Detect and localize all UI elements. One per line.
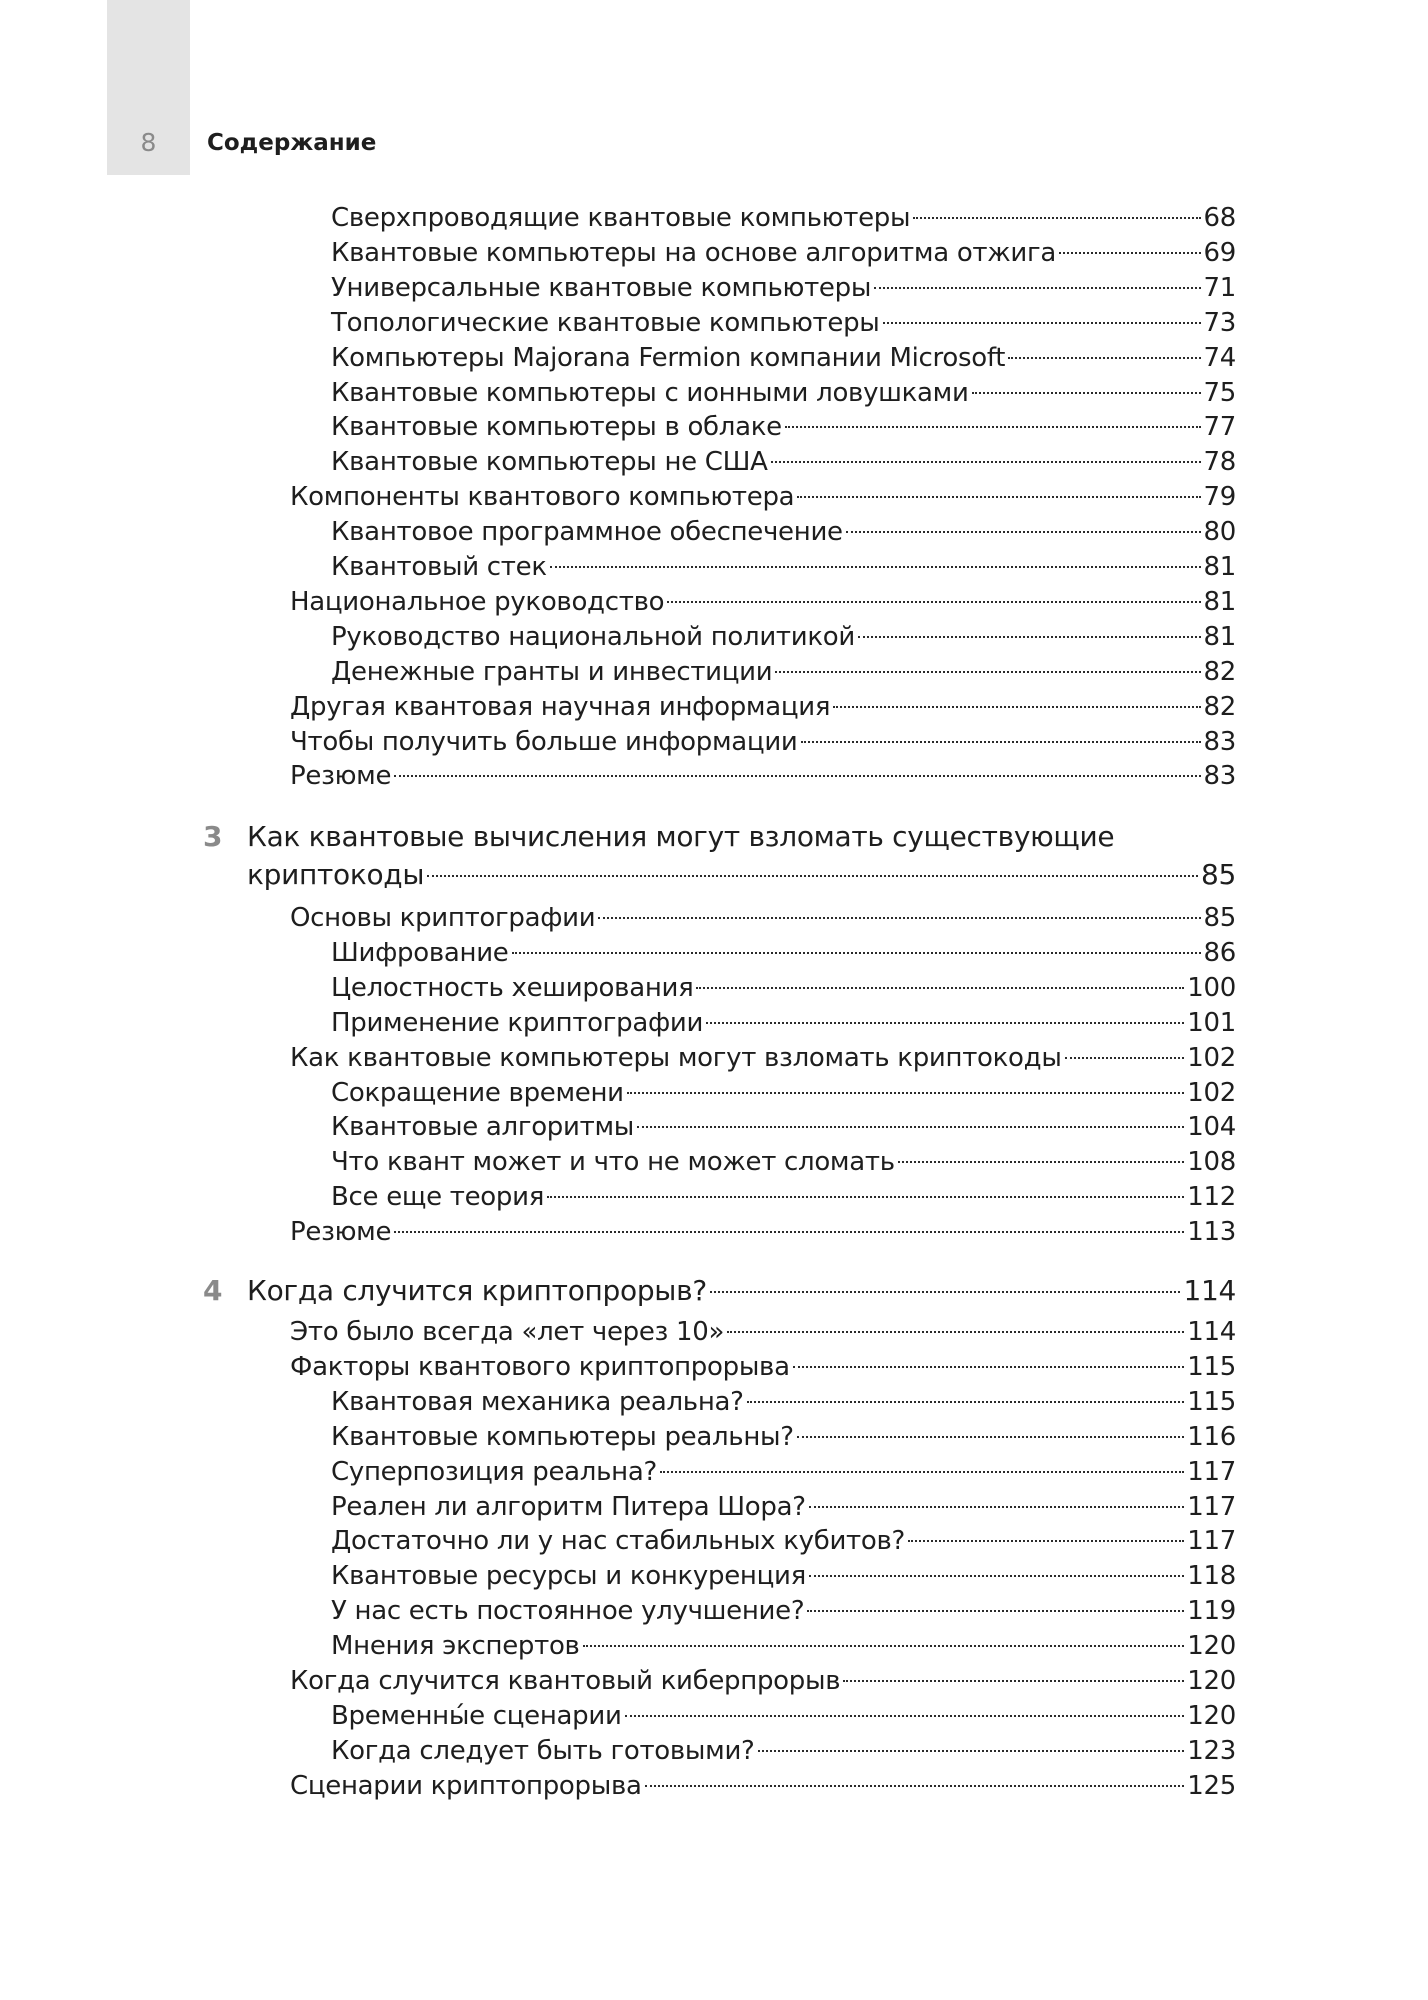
- toc-entry-title: Когда следует быть готовыми?: [331, 1735, 755, 1766]
- toc-entry-title: Суперпозиция реальна?: [331, 1456, 657, 1487]
- toc-entry[interactable]: [331, 1110, 1236, 1144]
- toc-entry[interactable]: [331, 306, 1236, 340]
- toc-entry[interactable]: [290, 690, 1236, 724]
- toc-entry[interactable]: [331, 515, 1236, 549]
- toc-entry-title: Все еще теория: [331, 1182, 545, 1213]
- toc-entry[interactable]: [331, 1594, 1236, 1628]
- dot-leader: [627, 1092, 1184, 1094]
- dot-leader: [913, 217, 1200, 219]
- toc-entry[interactable]: [331, 936, 1236, 970]
- dot-leader: [747, 1401, 1185, 1403]
- toc-entry-title: Сверхпроводящие квантовые компьютеры: [331, 203, 911, 233]
- dot-leader: [771, 461, 1201, 463]
- dot-leader: [660, 1471, 1184, 1473]
- dot-leader: [696, 987, 1184, 989]
- toc-entry-title: Когда случится квантовый киберпрорыв: [290, 1666, 841, 1696]
- toc-entry-page: 69: [1203, 237, 1236, 268]
- dot-leader: [874, 287, 1200, 289]
- toc-entry[interactable]: [331, 1180, 1236, 1214]
- toc-entry-title: Топологические квантовые компьютеры: [331, 307, 880, 338]
- toc-entry-title: Компьютеры Majorana Fermion компании Microsoft: [331, 342, 1006, 373]
- dot-leader: [547, 1196, 1184, 1198]
- dot-leader: [1008, 357, 1200, 359]
- toc-entry[interactable]: [331, 620, 1236, 654]
- toc-entry-page: 104: [1187, 1112, 1236, 1143]
- toc-entry-page: 78: [1203, 447, 1236, 478]
- toc-entry-page: 102: [1187, 1077, 1236, 1108]
- toc-entry[interactable]: [331, 410, 1236, 444]
- toc-entry-page: 82: [1203, 656, 1236, 687]
- toc-entry-title: Квантовая механика реальна?: [331, 1386, 744, 1417]
- toc-entry-page: 125: [1187, 1770, 1236, 1801]
- toc-entry-title: Факторы квантового криптопрорыва: [290, 1351, 790, 1382]
- toc-entry-title: Квантовые компьютеры реальны?: [331, 1421, 794, 1452]
- running-title: Содержание: [207, 130, 377, 156]
- toc-entry-page: 82: [1203, 691, 1236, 722]
- dot-leader: [667, 601, 1200, 603]
- toc-entry[interactable]: [290, 1215, 1236, 1249]
- dot-leader: [797, 1436, 1185, 1438]
- toc-entry[interactable]: [331, 1076, 1236, 1110]
- toc-entry-page: 112: [1187, 1182, 1236, 1213]
- toc-entry[interactable]: [331, 271, 1236, 305]
- toc-entry-page: 81: [1203, 586, 1236, 617]
- toc-entry[interactable]: [331, 1559, 1236, 1593]
- toc-entry[interactable]: [290, 480, 1236, 514]
- toc-entry-title: Квантовые компьютеры в облаке: [331, 412, 782, 443]
- dot-leader: [598, 917, 1200, 919]
- toc-entry-page: 83: [1203, 726, 1236, 757]
- dot-leader: [1065, 1057, 1185, 1059]
- chapter-3-title-line2[interactable]: [247, 856, 1236, 894]
- toc-entry-title: Квантовый стек: [331, 552, 547, 582]
- page-number: 8: [140, 128, 157, 157]
- dot-leader: [645, 1785, 1185, 1787]
- toc-entry-title: Резюме: [290, 761, 392, 792]
- toc-entry-title: Квантовые компьютеры на основе алгоритма отжига: [331, 237, 1056, 268]
- toc-entry-page: 77: [1203, 412, 1236, 443]
- toc-entry-page: 120: [1187, 1631, 1236, 1662]
- dot-leader: [710, 1291, 1181, 1293]
- toc-entry[interactable]: [331, 655, 1236, 689]
- toc-entry-page: 118: [1187, 1561, 1236, 1592]
- toc-entry[interactable]: [290, 725, 1236, 759]
- toc-entry-title: Это было всегда «лет через 10»: [290, 1317, 725, 1347]
- dot-leader: [758, 1750, 1185, 1752]
- toc-entry[interactable]: [290, 901, 1236, 935]
- toc-entry-page: 113: [1187, 1217, 1236, 1248]
- dot-leader: [394, 1231, 1184, 1233]
- toc-entry[interactable]: [331, 1699, 1236, 1733]
- dot-leader: [801, 741, 1201, 743]
- toc-entry-title: Основы криптографии: [290, 903, 596, 933]
- toc-entry-title: Мнения экспертов: [331, 1631, 580, 1662]
- toc-entry[interactable]: [331, 376, 1236, 410]
- toc-entry-page: 115: [1187, 1386, 1236, 1417]
- dot-leader: [972, 392, 1201, 394]
- chapter-3-title-line1[interactable]: Как квантовые вычисления могут взломать существующие: [247, 820, 1115, 853]
- toc-entry-title: Как квантовые компьютеры могут взломать криптокоды: [290, 1042, 1062, 1073]
- toc-entry-page: 102: [1187, 1042, 1236, 1073]
- toc-entry[interactable]: [290, 759, 1236, 793]
- dot-leader: [908, 1540, 1184, 1542]
- toc-entry-page: 115: [1187, 1351, 1236, 1382]
- toc-entry[interactable]: [331, 1629, 1236, 1663]
- toc-entry[interactable]: [331, 1006, 1236, 1040]
- toc-entry-title: Шифрование: [331, 937, 509, 968]
- toc-entry-page: 81: [1203, 552, 1236, 582]
- toc-entry-title: Сокращение времени: [331, 1077, 624, 1108]
- dot-leader: [775, 671, 1200, 673]
- toc-entry[interactable]: [331, 1455, 1236, 1489]
- dot-leader: [793, 1366, 1185, 1368]
- toc-entry-page: 68: [1203, 203, 1236, 233]
- dot-leader: [637, 1126, 1184, 1128]
- toc-entry[interactable]: [331, 1734, 1236, 1768]
- toc-entry[interactable]: [331, 1420, 1236, 1454]
- toc-entry[interactable]: [331, 445, 1236, 479]
- toc-entry-title: Универсальные квантовые компьютеры: [331, 272, 872, 303]
- toc-entry[interactable]: [290, 585, 1236, 619]
- toc-entry-page: 120: [1187, 1666, 1236, 1696]
- toc-entry-title: Резюме: [290, 1217, 392, 1248]
- toc-entry-title: Квантовые ресурсы и конкуренция: [331, 1561, 806, 1592]
- dot-leader: [625, 1715, 1185, 1717]
- toc-entry-page: 74: [1203, 342, 1236, 373]
- toc-entry-page: 83: [1203, 761, 1236, 792]
- chapter-3-number: 3: [203, 820, 223, 853]
- dot-leader: [898, 1161, 1185, 1163]
- chapter-3-page: 85: [1200, 858, 1236, 891]
- toc-entry-page: 75: [1203, 377, 1236, 408]
- dot-leader: [833, 706, 1200, 708]
- toc-entry-page: 79: [1203, 482, 1236, 513]
- toc-entry[interactable]: [331, 550, 1236, 584]
- toc-entry[interactable]: [290, 1664, 1236, 1698]
- dot-leader: [706, 1022, 1184, 1024]
- toc-entry-title: Что квант может и что не может сломать: [331, 1147, 895, 1178]
- toc-entry-page: 117: [1187, 1491, 1236, 1522]
- toc-entry[interactable]: [290, 1350, 1236, 1384]
- dot-leader: [846, 531, 1201, 533]
- toc-entry[interactable]: [290, 1041, 1236, 1075]
- toc-entry-title: Сценарии криптопрорыва: [290, 1770, 642, 1801]
- toc-entry-page: 85: [1203, 903, 1236, 933]
- toc-entry-title: Национальное руководство: [290, 586, 665, 617]
- chapter-4-title: Когда случится криптопрорыв?: [247, 1274, 707, 1307]
- toc-entry-page: 108: [1187, 1147, 1236, 1178]
- chapter-4-title-line[interactable]: [247, 1272, 1236, 1310]
- toc-entry[interactable]: [331, 341, 1236, 375]
- dot-leader: [883, 322, 1201, 324]
- toc-entry-title: Целостность хеширования: [331, 972, 694, 1003]
- dot-leader: [427, 875, 1198, 877]
- toc-entry-title: Временны́е сценарии: [331, 1700, 622, 1731]
- toc-entry[interactable]: [331, 1385, 1236, 1419]
- dot-leader: [858, 636, 1201, 638]
- toc-entry-title: Применение криптографии: [331, 1007, 704, 1038]
- toc-entry[interactable]: [290, 1315, 1236, 1349]
- toc-entry-page: 120: [1187, 1700, 1236, 1731]
- toc-entry-title: Другая квантовая научная информация: [290, 691, 831, 722]
- toc-entry-title: Компоненты квантового компьютера: [290, 482, 795, 513]
- toc-entry[interactable]: [331, 1490, 1236, 1524]
- toc-entry-page: 71: [1203, 272, 1236, 303]
- toc-entry-title: Достаточно ли у нас стабильных кубитов?: [331, 1526, 906, 1557]
- dot-leader: [797, 496, 1200, 498]
- toc-entry-page: 80: [1203, 517, 1236, 548]
- chapter-3-title-cont: криптокоды: [247, 858, 425, 891]
- dot-leader: [809, 1506, 1185, 1508]
- toc-entry-page: 114: [1187, 1317, 1236, 1347]
- toc-entry-page: 100: [1187, 972, 1236, 1003]
- toc-entry[interactable]: [331, 201, 1236, 235]
- toc-entry-title: Чтобы получить больше информации: [290, 726, 798, 757]
- toc-entry-title: Руководство национальной политикой: [331, 621, 855, 652]
- toc-entry-title: Реален ли алгоритм Питера Шора?: [331, 1491, 806, 1522]
- dot-leader: [843, 1680, 1184, 1682]
- chapter-4-number: 4: [203, 1274, 223, 1307]
- dot-leader: [785, 426, 1201, 428]
- toc-entry[interactable]: [331, 236, 1236, 270]
- toc-entry[interactable]: [331, 1524, 1236, 1558]
- chapter-4-page: 114: [1183, 1274, 1236, 1307]
- toc-entry-page: 81: [1203, 621, 1236, 652]
- dot-leader: [394, 775, 1200, 777]
- toc-entry-page: 73: [1203, 307, 1236, 338]
- dot-leader: [583, 1645, 1185, 1647]
- dot-leader: [550, 566, 1201, 568]
- dot-leader: [512, 952, 1201, 954]
- toc-entry[interactable]: [331, 1145, 1236, 1179]
- toc-entry-page: 101: [1187, 1007, 1236, 1038]
- toc-entry-page: 117: [1187, 1456, 1236, 1487]
- toc-entry-title: Квантовые компьютеры не США: [331, 447, 768, 478]
- toc-entry[interactable]: [290, 1769, 1236, 1803]
- toc-entry-title: Квантовые компьютеры с ионными ловушками: [331, 377, 969, 408]
- dot-leader: [809, 1575, 1184, 1577]
- toc-entry-page: 116: [1187, 1421, 1236, 1452]
- toc-entry-title: Квантовое программное обеспечение: [331, 517, 843, 548]
- toc-entry[interactable]: [331, 971, 1236, 1005]
- toc-entry-title: Квантовые алгоритмы: [331, 1112, 634, 1143]
- dot-leader: [807, 1610, 1184, 1612]
- toc-entry-title: У нас есть постоянное улучшение?: [331, 1596, 805, 1627]
- dot-leader: [727, 1331, 1184, 1333]
- dot-leader: [1059, 252, 1201, 254]
- toc-entry-title: Денежные гранты и инвестиции: [331, 656, 773, 687]
- toc-entry-page: 123: [1187, 1735, 1236, 1766]
- toc-entry-page: 86: [1203, 937, 1236, 968]
- toc-entry-page: 119: [1187, 1596, 1236, 1627]
- toc-entry-page: 117: [1187, 1526, 1236, 1557]
